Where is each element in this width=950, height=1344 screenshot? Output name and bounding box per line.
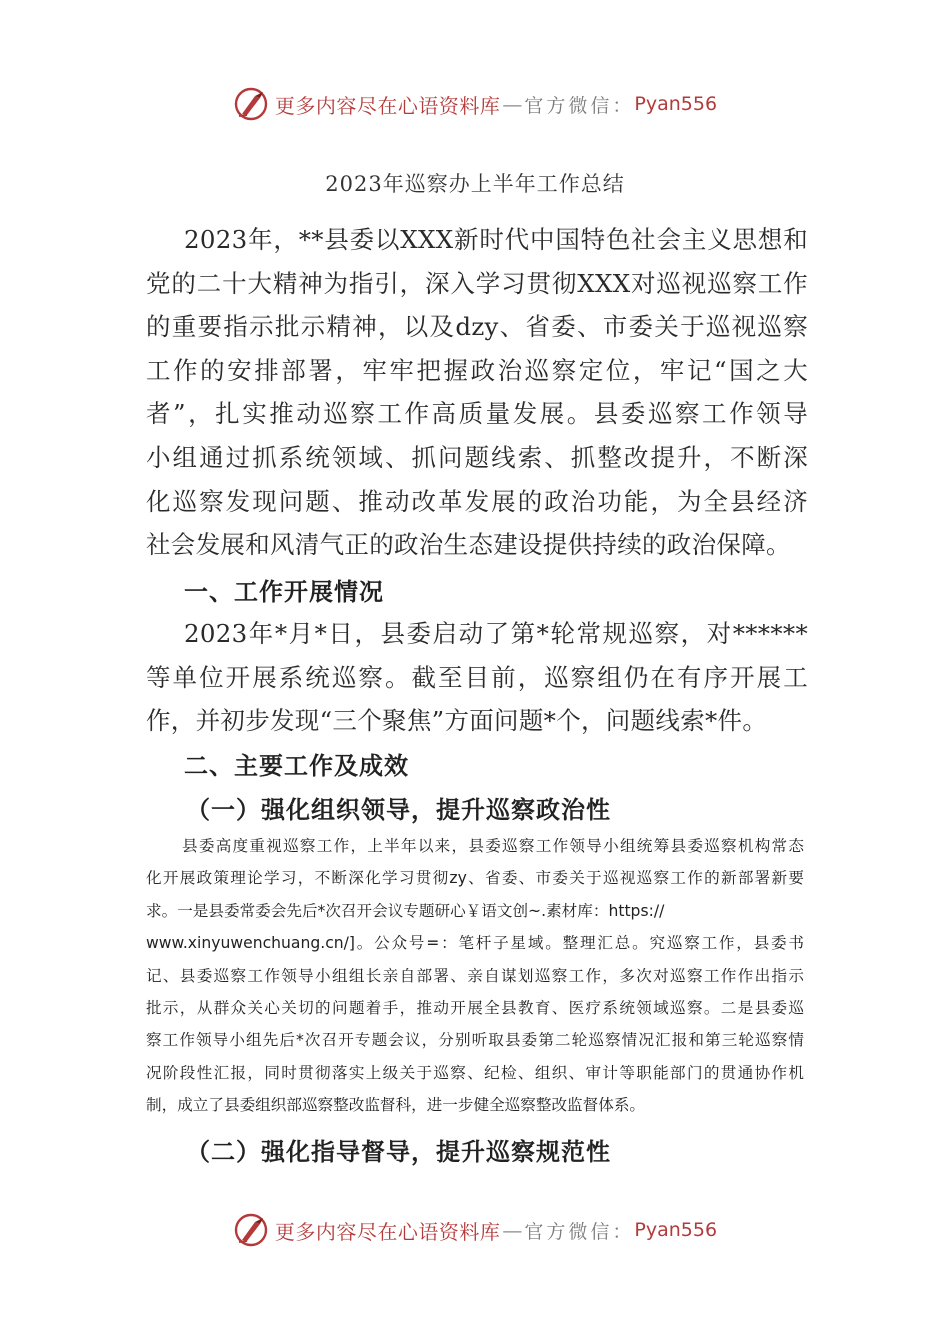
banner-wechat-id: Pyan556 xyxy=(634,93,718,115)
section1-heading: 一、工作开展情况 xyxy=(184,578,384,606)
subsection1-line: 求。一是县委常委会先后*次召开会议专题研心￥语文创~.素材库：https:// xyxy=(146,901,665,920)
footer-banner xyxy=(0,1210,950,1250)
intro-line: 2023年，**县委以XXX新时代中国特色社会主义思想和 xyxy=(184,225,808,254)
quill-logo-icon xyxy=(233,1212,269,1248)
banner-brand: 更多内容尽在心语资料库 xyxy=(274,93,501,118)
subsection1-line: 化开展政策理论学习，不断深化学习贯彻zy、省委、市委关于巡视巡察工作的新部署新要 xyxy=(146,869,804,888)
section1-line: 等单位开展系统巡察。截至目前，巡察组仍在有序开展工 xyxy=(146,662,808,692)
banner-wechat-label: 官方微信： xyxy=(524,94,635,117)
subsection1-line: 县委高度重视巡察工作，上半年以来，县委巡察工作领导小组统筹县委巡察机构常态 xyxy=(182,837,804,855)
header-banner xyxy=(0,84,950,124)
quill-logo-icon xyxy=(233,86,269,122)
intro-line: 者”，扎实推动巡察工作高质量发展。县委巡察工作领导 xyxy=(146,399,808,429)
subsection1-line: 批示，从群众关心关切的问题着手，推动开展全县教育、医疗系统领域巡察。二是县委巡 xyxy=(146,999,804,1018)
intro-line: 化巡察发现问题、推动改革发展的政治功能，为全县经济 xyxy=(146,486,808,516)
subsection1-heading: （一）强化组织领导，提升巡察政治性 xyxy=(186,796,611,824)
section2-heading: 二、主要工作及成效 xyxy=(184,752,409,780)
banner-dash: — xyxy=(502,1218,523,1242)
subsection1-line: 记、县委巡察工作领导小组组长亲自部署、亲自谋划巡察工作，多次对巡察工作作出指示 xyxy=(146,966,804,985)
subsection1-line: 况阶段性汇报，同时贯彻落实上级关于巡察、纪检、组织、审计等职能部门的贯通协作机 xyxy=(146,1063,804,1082)
intro-paragraph xyxy=(146,218,808,567)
banner-dash: — xyxy=(502,92,523,116)
section1-paragraph xyxy=(146,612,808,743)
intro-line: 的重要指示批示精神，以及dzy、省委、市委关于巡视巡察 xyxy=(146,312,808,342)
intro-line: 社会发展和风清气正的政治生态建设提供持续的政治保障。 xyxy=(146,530,791,560)
intro-line: 小组通过抓系统领域、抓问题线索、抓整改提升，不断深 xyxy=(146,442,808,472)
banner-brand: 更多内容尽在心语资料库 xyxy=(274,1219,501,1244)
intro-line: 党的二十大精神为指引，深入学习贯彻XXX对巡视巡察工作 xyxy=(146,268,808,298)
subsection1-line: 察工作领导小组先后*次召开专题会议，分别听取县委第二轮巡察情况汇报和第三轮巡察情 xyxy=(146,1031,804,1050)
banner-wechat-id: Pyan556 xyxy=(634,1219,718,1241)
section1-line: 作，并初步发现“三个聚焦”方面问题*个，问题线索*件。 xyxy=(146,706,768,736)
banner-wechat-label: 官方微信： xyxy=(524,1220,635,1243)
subsection1-line: 制，成立了县委组织部巡察整改监督科，进一步健全巡察整改监督体系。 xyxy=(146,1096,646,1115)
intro-line: 工作的安排部署，牢牢把握政治巡察定位，牢记“国之大 xyxy=(146,355,808,385)
subsection1-paragraph xyxy=(146,830,804,1122)
section1-line: 2023年*月*日，县委启动了第*轮常规巡察，对****** xyxy=(184,619,808,648)
document-title: 2023年巡察办上半年工作总结 xyxy=(325,172,625,196)
subsection2-heading: （二）强化指导督导，提升巡察规范性 xyxy=(186,1138,611,1166)
subsection1-line: www.xinyuwenchuang.cn/]。公众号=：笔杆子星域。整理汇总。究巡察工作，县委书 xyxy=(146,934,804,953)
